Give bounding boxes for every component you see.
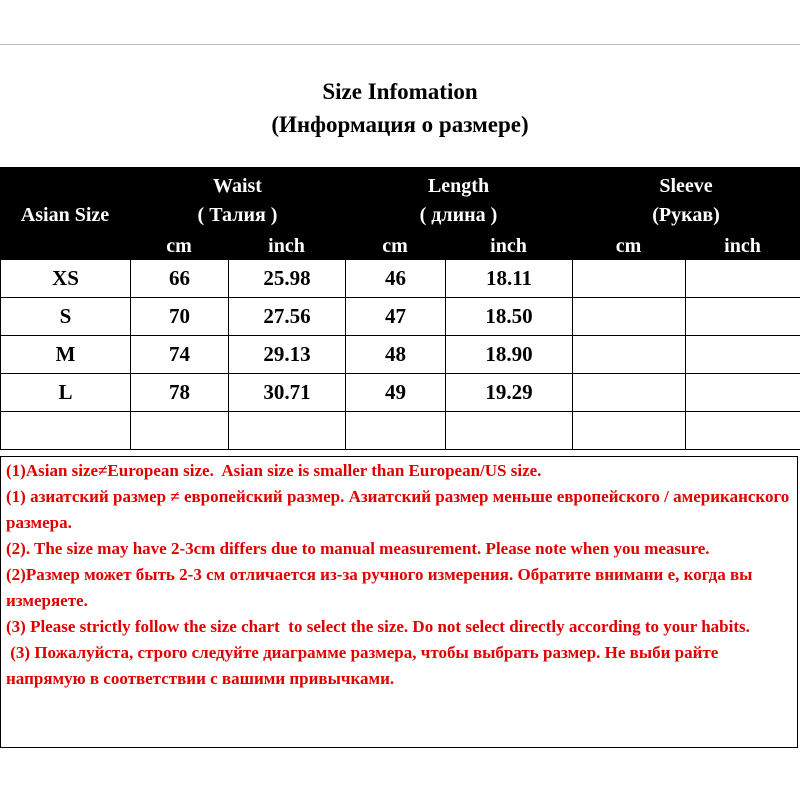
cell-waist-inch: 30.71 xyxy=(229,374,346,412)
cell-size xyxy=(1,412,131,450)
cell-waist-cm: 70 xyxy=(131,298,229,336)
table-row xyxy=(1,374,800,412)
cell-length-cm xyxy=(346,412,446,450)
table-row xyxy=(1,298,800,336)
header-sleeve-ru: (Рукав) xyxy=(652,204,720,226)
cell-length-cm: 48 xyxy=(346,336,446,374)
cell-sleeve-cm xyxy=(573,336,686,374)
cell-length-cm: 49 xyxy=(346,374,446,412)
top-divider xyxy=(0,44,800,45)
header-unit-waist-inch: inch xyxy=(268,235,305,257)
cell-waist-cm: 74 xyxy=(131,336,229,374)
cell-sleeve-cm xyxy=(573,374,686,412)
cell-sleeve-cm xyxy=(573,298,686,336)
table-row xyxy=(1,336,800,374)
note-3-ru: (3) Пожалуйста, строго следуйте диаграмме размера, чтобы выбрать размер. Не выби райте напрямую в соответствии с вашими привычками. xyxy=(6,643,723,688)
cell-waist-inch: 25.98 xyxy=(229,260,346,298)
cell-sleeve-inch xyxy=(686,260,800,298)
note-1-ru: (1) азиатский размер ≠ европейский размер. Азиатский размер меньше европейского / американского размера. xyxy=(6,487,794,532)
note-3-en: (3) Please strictly follow the size chart to select the size. Do not select directly according to your habits. xyxy=(6,617,750,636)
cell-length-inch: 18.11 xyxy=(446,260,573,298)
page-subtitle: (Информация о размере) xyxy=(271,112,529,137)
header-length: Length xyxy=(427,175,490,197)
cell-waist-cm: 78 xyxy=(131,374,229,412)
header-waist: Waist xyxy=(213,175,262,197)
header-sleeve: Sleeve xyxy=(659,175,713,197)
size-table xyxy=(0,259,800,450)
cell-length-inch xyxy=(446,412,573,450)
header-waist-ru: ( Талия ) xyxy=(197,204,278,226)
header-length-ru: ( длина ) xyxy=(419,204,498,226)
cell-length-cm: 46 xyxy=(346,260,446,298)
table-row xyxy=(1,412,800,450)
cell-sleeve-cm xyxy=(573,412,686,450)
cell-size: XS xyxy=(1,260,131,298)
header-unit-waist-cm: cm xyxy=(166,235,192,257)
page-title: Size Infomation xyxy=(322,79,478,104)
cell-sleeve-inch xyxy=(686,374,800,412)
note-2-en: (2). The size may have 2-3cm differs due to manual measurement. Please note when you measure. xyxy=(6,539,710,558)
header-unit-sleeve-inch: inch xyxy=(724,235,761,257)
size-table-header xyxy=(0,167,800,259)
cell-length-inch: 18.90 xyxy=(446,336,573,374)
cell-sleeve-cm xyxy=(573,260,686,298)
cell-sleeve-inch xyxy=(686,412,800,450)
cell-size: M xyxy=(1,336,131,374)
table-row xyxy=(1,260,800,298)
note-1-en: (1)Asian size≠European size. Asian size is smaller than European/US size. xyxy=(6,461,542,480)
cell-sleeve-inch xyxy=(686,336,800,374)
header-unit-length-inch: inch xyxy=(490,235,527,257)
header-unit-length-cm: cm xyxy=(382,235,408,257)
cell-waist-inch: 29.13 xyxy=(229,336,346,374)
cell-size: S xyxy=(1,298,131,336)
cell-waist-inch xyxy=(229,412,346,450)
cell-waist-inch: 27.56 xyxy=(229,298,346,336)
cell-waist-cm xyxy=(131,412,229,450)
cell-length-cm: 47 xyxy=(346,298,446,336)
cell-size: L xyxy=(1,374,131,412)
cell-sleeve-inch xyxy=(686,298,800,336)
size-notes xyxy=(0,456,798,748)
cell-length-inch: 19.29 xyxy=(446,374,573,412)
header-asian-size: Asian Size xyxy=(20,204,110,226)
cell-waist-cm: 66 xyxy=(131,260,229,298)
note-2-ru: (2)Размер может быть 2-3 см отличается из-за ручного измерения. Обратите внимани е, когда вы измеряете. xyxy=(6,565,757,610)
header-unit-sleeve-cm: cm xyxy=(615,235,642,257)
cell-length-inch: 18.50 xyxy=(446,298,573,336)
